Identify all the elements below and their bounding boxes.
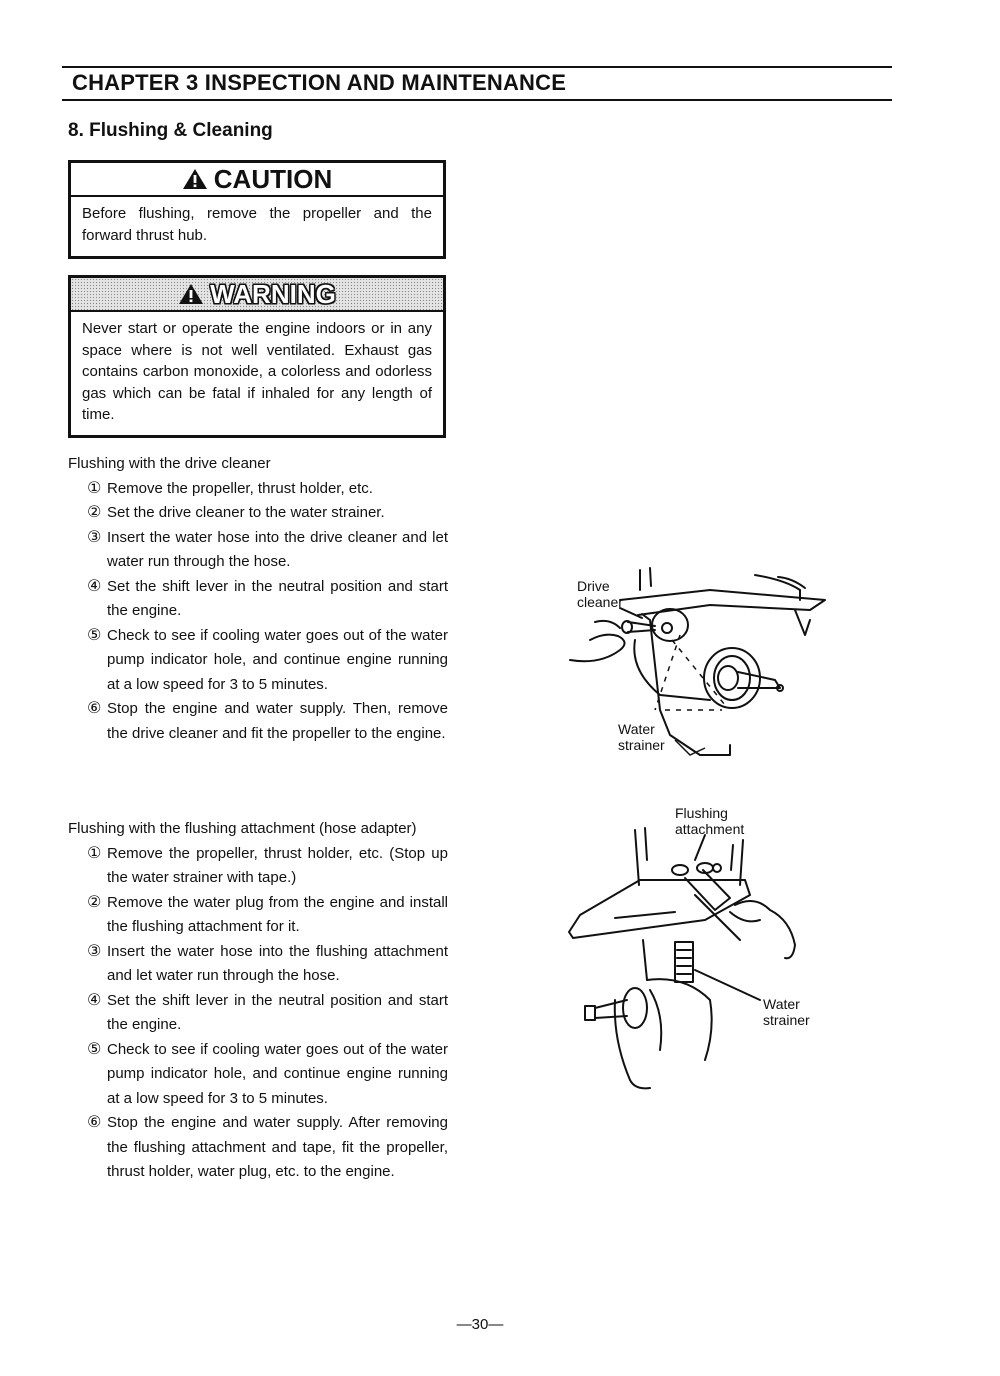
label-line: Water xyxy=(763,996,800,1012)
step-number: ⑥ xyxy=(87,700,102,717)
step-number: ① xyxy=(87,479,102,497)
step-text: Set the shift lever in the neutral position and start the engine. xyxy=(107,577,448,619)
step-number: ⑤ xyxy=(87,1040,102,1058)
header-rule-bottom xyxy=(62,99,892,101)
step-number: ③ xyxy=(87,528,102,546)
procedure-intro: Flushing with the flushing attachment (hose adapter) xyxy=(68,820,417,837)
caution-text: Before flushing, remove the propeller and the forward thrust hub. xyxy=(82,205,432,244)
step-text: Remove the propeller, thrust holder, etc. (Stop up the water strainer with tape.) xyxy=(107,844,448,886)
step-text: Set the drive cleaner to the water strainer. xyxy=(107,504,385,521)
warning-text: Never start or operate the engine indoors or in any space where is not well ventilated. Exhaust gas contains carbon monoxide, a colorless and odorless gas which can be fatal if inhaled for any length of time. xyxy=(82,320,432,423)
step-item xyxy=(68,526,448,575)
warning-box xyxy=(68,275,446,438)
label-water-strainer xyxy=(763,996,810,1028)
alert-triangle-icon xyxy=(182,168,208,190)
step-number: ③ xyxy=(87,942,102,960)
label-line: Water xyxy=(618,721,655,737)
warning-title xyxy=(71,278,443,312)
warning-title-text: WARNING xyxy=(210,279,336,309)
step-text: Remove the water plug from the engine and install the flushing attachment for it. xyxy=(107,893,448,935)
step-item xyxy=(68,940,448,989)
label-line: Flushing xyxy=(675,805,728,821)
label-water-strainer xyxy=(618,721,665,753)
flushing-attachment-illustration xyxy=(555,800,845,1100)
step-item xyxy=(68,891,448,940)
label-line: cleaner xyxy=(577,594,623,610)
step-text: Insert the water hose into the flushing attachment and let water run through the hose. xyxy=(107,942,448,984)
step-number: ⑥ xyxy=(87,1114,102,1131)
step-item xyxy=(68,842,448,891)
label-flushing-attachment xyxy=(675,805,744,837)
step-number: ④ xyxy=(87,991,102,1009)
step-text: Stop the engine and water supply. After removing the flushing attachment and tape, fit the propeller, thrust holder, water plug, etc. to the engine. xyxy=(107,1114,448,1180)
step-list xyxy=(68,842,448,1185)
step-number: ② xyxy=(87,893,102,911)
step-item xyxy=(68,1038,448,1112)
page-number: —30— xyxy=(456,1316,504,1333)
caution-title xyxy=(71,163,443,197)
step-text: Insert the water hose into the drive cleaner and let water run through the hose. xyxy=(107,528,448,570)
label-line: Drive xyxy=(577,578,610,594)
label-line: strainer xyxy=(618,737,665,753)
step-text: Remove the propeller, thrust holder, etc. xyxy=(107,479,373,497)
step-text: Stop the engine and water supply. Then, remove the drive cleaner and fit the propeller to the engine. xyxy=(107,700,448,742)
label-line: attachment xyxy=(675,821,745,837)
step-item xyxy=(68,575,448,624)
procedure-intro: Flushing with the drive cleaner xyxy=(68,455,271,472)
alert-triangle-icon xyxy=(178,283,204,305)
step-number: ② xyxy=(87,504,102,521)
label-line: strainer xyxy=(763,1012,810,1028)
caution-box xyxy=(68,160,446,259)
drive-cleaner-procedure xyxy=(68,452,448,746)
chapter-title: CHAPTER 3 INSPECTION AND MAINTENANCE xyxy=(72,70,567,95)
step-number: ① xyxy=(87,844,102,862)
step-text: Check to see if cooling water goes out of the water pump indicator hole, and continue engine running at a low speed for 3 to 5 minutes. xyxy=(107,626,448,693)
step-text: Set the shift lever in the neutral position and start the engine. xyxy=(107,991,448,1033)
header-rule-top xyxy=(62,66,892,68)
step-number: ⑤ xyxy=(87,626,102,644)
step-item xyxy=(68,989,448,1038)
caution-title-text: CAUTION xyxy=(213,164,333,194)
step-item xyxy=(68,501,448,526)
step-item xyxy=(68,624,448,698)
step-item xyxy=(68,477,448,502)
step-item xyxy=(68,1111,448,1185)
label-drive-cleaner xyxy=(577,578,623,610)
step-list xyxy=(68,477,448,747)
step-text: Check to see if cooling water goes out of the water pump indicator hole, and continue engine running at a low speed for 3 to 5 minutes. xyxy=(107,1040,448,1107)
section-title: 8. Flushing & Cleaning xyxy=(68,120,273,141)
step-number: ④ xyxy=(87,577,102,595)
step-item xyxy=(68,697,448,746)
flushing-attachment-procedure xyxy=(68,817,448,1185)
